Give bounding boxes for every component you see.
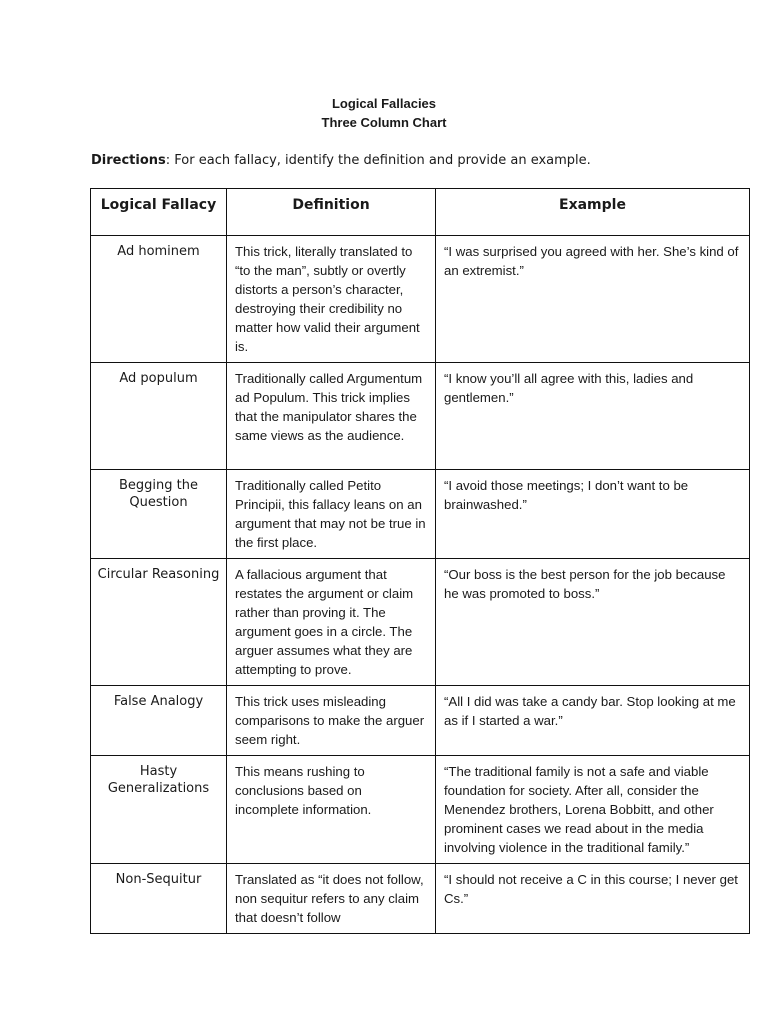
table-header-row [91,189,750,236]
fallacy-chart-table [90,188,750,934]
fallacy-name: Non-Sequitur [91,864,227,934]
fallacy-definition: A fallacious argument that restates the argument or claim rather than proving it. The argument goes in a circle. The arguer assumes what they are attempting to prove. [227,559,436,686]
directions-text: : For each fallacy, identify the definition and provide an example. [165,153,591,168]
table-row [91,559,750,686]
column-header-fallacy: Logical Fallacy [91,189,227,236]
fallacy-definition: This means rushing to conclusions based on incomplete information. [227,756,436,864]
fallacy-name: Ad populum [91,363,227,470]
column-header-example: Example [436,189,750,236]
document-title: Logical Fallacies [331,96,437,111]
fallacy-example: “All I did was take a candy bar. Stop looking at me as if I started a war.” [436,686,750,756]
fallacy-example: “The traditional family is not a safe and viable foundation for society. After all, consider the Menendez brothers, Lorena Bobbitt, and other prominent cases we read about in the media involving violence in the traditional family.” [436,756,750,864]
directions-line [91,152,751,170]
table-row [91,864,750,934]
fallacy-name: Begging the Question [91,470,227,559]
fallacy-name: Hasty Generalizations [91,756,227,864]
fallacy-example: “I avoid those meetings; I don’t want to be brainwashed.” [436,470,750,559]
directions-label: Directions [91,153,166,168]
table-row [91,756,750,864]
fallacy-example: “I was surprised you agreed with her. She’s kind of an extremist.” [436,236,750,363]
fallacy-example: “I know you’ll all agree with this, ladies and gentlemen.” [436,363,750,470]
table-row [91,363,750,470]
fallacy-definition: Traditionally called Argumentum ad Populum. This trick implies that the manipulator shares the same views as the audience. [227,363,436,470]
table-row [91,236,750,363]
table-row [91,470,750,559]
fallacy-name: Ad hominem [91,236,227,363]
fallacy-definition: Translated as “it does not follow, non sequitur refers to any claim that doesn’t follow [227,864,436,934]
document-subtitle: Three Column Chart [321,115,447,130]
fallacy-example: “I should not receive a C in this course; I never get Cs.” [436,864,750,934]
fallacy-name: Circular Reasoning [91,559,227,686]
fallacy-definition: This trick, literally translated to “to the man”, subtly or overtly distorts a person’s character, destroying their credibility no matter how valid their argument is. [227,236,436,363]
column-header-definition: Definition [227,189,436,236]
fallacy-definition: This trick uses misleading comparisons to make the arguer seem right. [227,686,436,756]
document-title-block [0,94,768,132]
fallacy-name: False Analogy [91,686,227,756]
table-row [91,686,750,756]
fallacy-definition: Traditionally called Petito Principii, this fallacy leans on an argument that may not be true in the first place. [227,470,436,559]
fallacy-example: “Our boss is the best person for the job because he was promoted to boss.” [436,559,750,686]
